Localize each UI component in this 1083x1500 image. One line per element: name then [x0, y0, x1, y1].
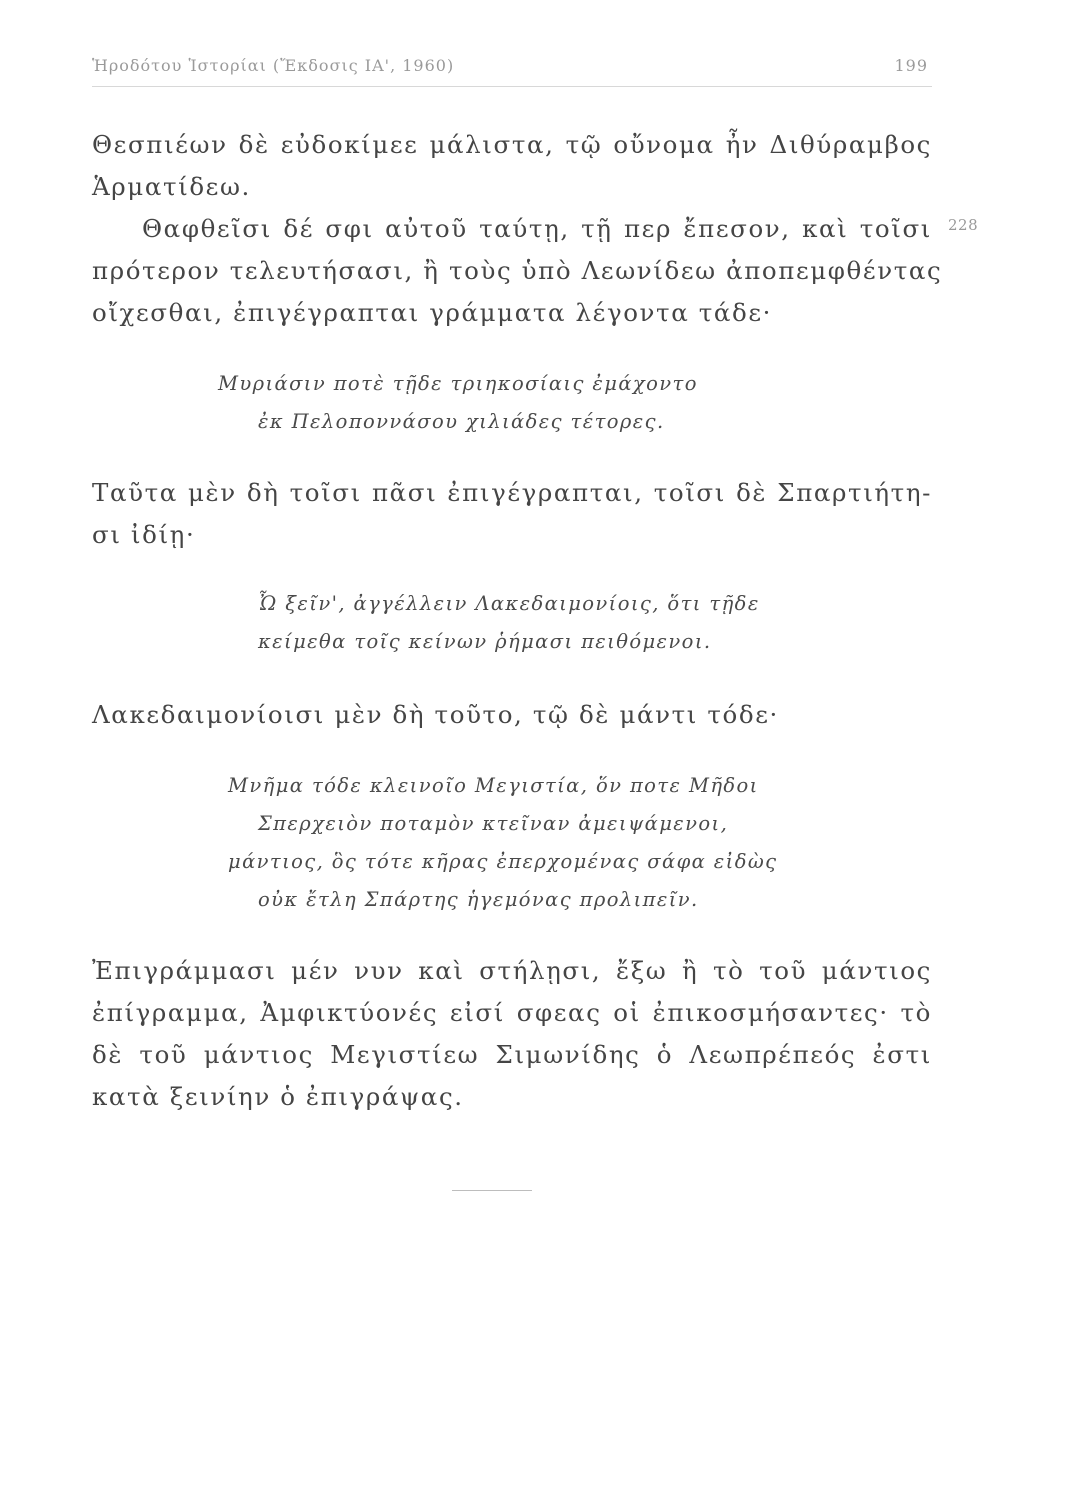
text-line: ἐπίγραμμα, Ἀμφικτύονές εἰσί σφεας οἱ ἐπικοσμήσαντες· τὸ	[92, 998, 932, 1027]
epigram-line: οὐκ ἔτλη Σπάρτης ἡγεμόνας προλιπεῖν.	[258, 888, 699, 911]
running-title: Ἡροδότου Ἱστορίαι (Ἔκδοσις ΙΑ', 1960)	[92, 56, 455, 75]
epigram-line: Μυριάσιν ποτὲ τῇδε τριηκοσίαις ἐμάχοντο	[218, 372, 698, 395]
epigram-line: Σπερχειὸν ποταμὸν κτεῖναν ἀμειψάμενοι,	[258, 812, 729, 835]
text-line: Θαφθεῖσι δέ σφι αὐτοῦ ταύτῃ, τῇ περ ἔπεσον, καὶ τοῖσι	[142, 214, 932, 243]
epigram-line: ἐκ Πελοποννάσου χιλιάδες τέτορες.	[258, 410, 665, 433]
page-number: 199	[894, 56, 928, 75]
epigram-line: Μνῆμα τόδε κλεινοῖο Μεγιστία, ὅν ποτε Μῆδοι	[228, 774, 759, 797]
epigram-line: κείμεθα τοῖς κείνων ῥήμασι πειθόμενοι.	[258, 630, 712, 653]
epigram-line: μάντιος, ὃς τότε κῆρας ἐπερχομένας σάφα εἰδὼς	[228, 850, 778, 873]
text-line: Ἁρματίδεω.	[92, 172, 251, 201]
section-end-rule	[452, 1190, 532, 1191]
text-line: δὲ τοῦ μάντιος Μεγιστίεω Σιμωνίδης ὁ Λεωπρέπεός ἐστι	[92, 1040, 932, 1069]
margin-section-number: 228	[948, 216, 979, 234]
text-line: Ταῦτα μὲν δὴ τοῖσι πᾶσι ἐπιγέγραπται, τοῖσι δὲ Σπαρτιήτη-	[92, 478, 932, 507]
text-line: Λακεδαιμονίοισι μὲν δὴ τοῦτο, τῷ δὲ μάντι τόδε·	[92, 700, 779, 729]
epigram-line: Ὦ ξεῖν', ἀγγέλλειν Λακεδαιμονίοις, ὅτι τῇδε	[258, 592, 760, 615]
text-line: Ἐπιγράμμασι μέν νυν καὶ στήλῃσι, ἔξω ἢ τὸ τοῦ μάντιος	[92, 956, 932, 985]
text-line: Θεσπιέων δὲ εὐδοκίμεε μάλιστα, τῷ οὔνομα ἦν Διθύραμβος	[92, 130, 932, 159]
text-line: πρότερον τελευτήσασι, ἢ τοὺς ὑπὸ Λεωνίδεω ἀποπεμφθέντας	[92, 256, 943, 285]
text-line: σι ἰδίῃ·	[92, 520, 196, 549]
text-line: οἴχεσθαι, ἐπιγέγραπται γράμματα λέγοντα τάδε·	[92, 298, 773, 327]
running-header	[92, 56, 932, 87]
text-line: κατὰ ξεινίην ὁ ἐπιγράψας.	[92, 1082, 464, 1111]
